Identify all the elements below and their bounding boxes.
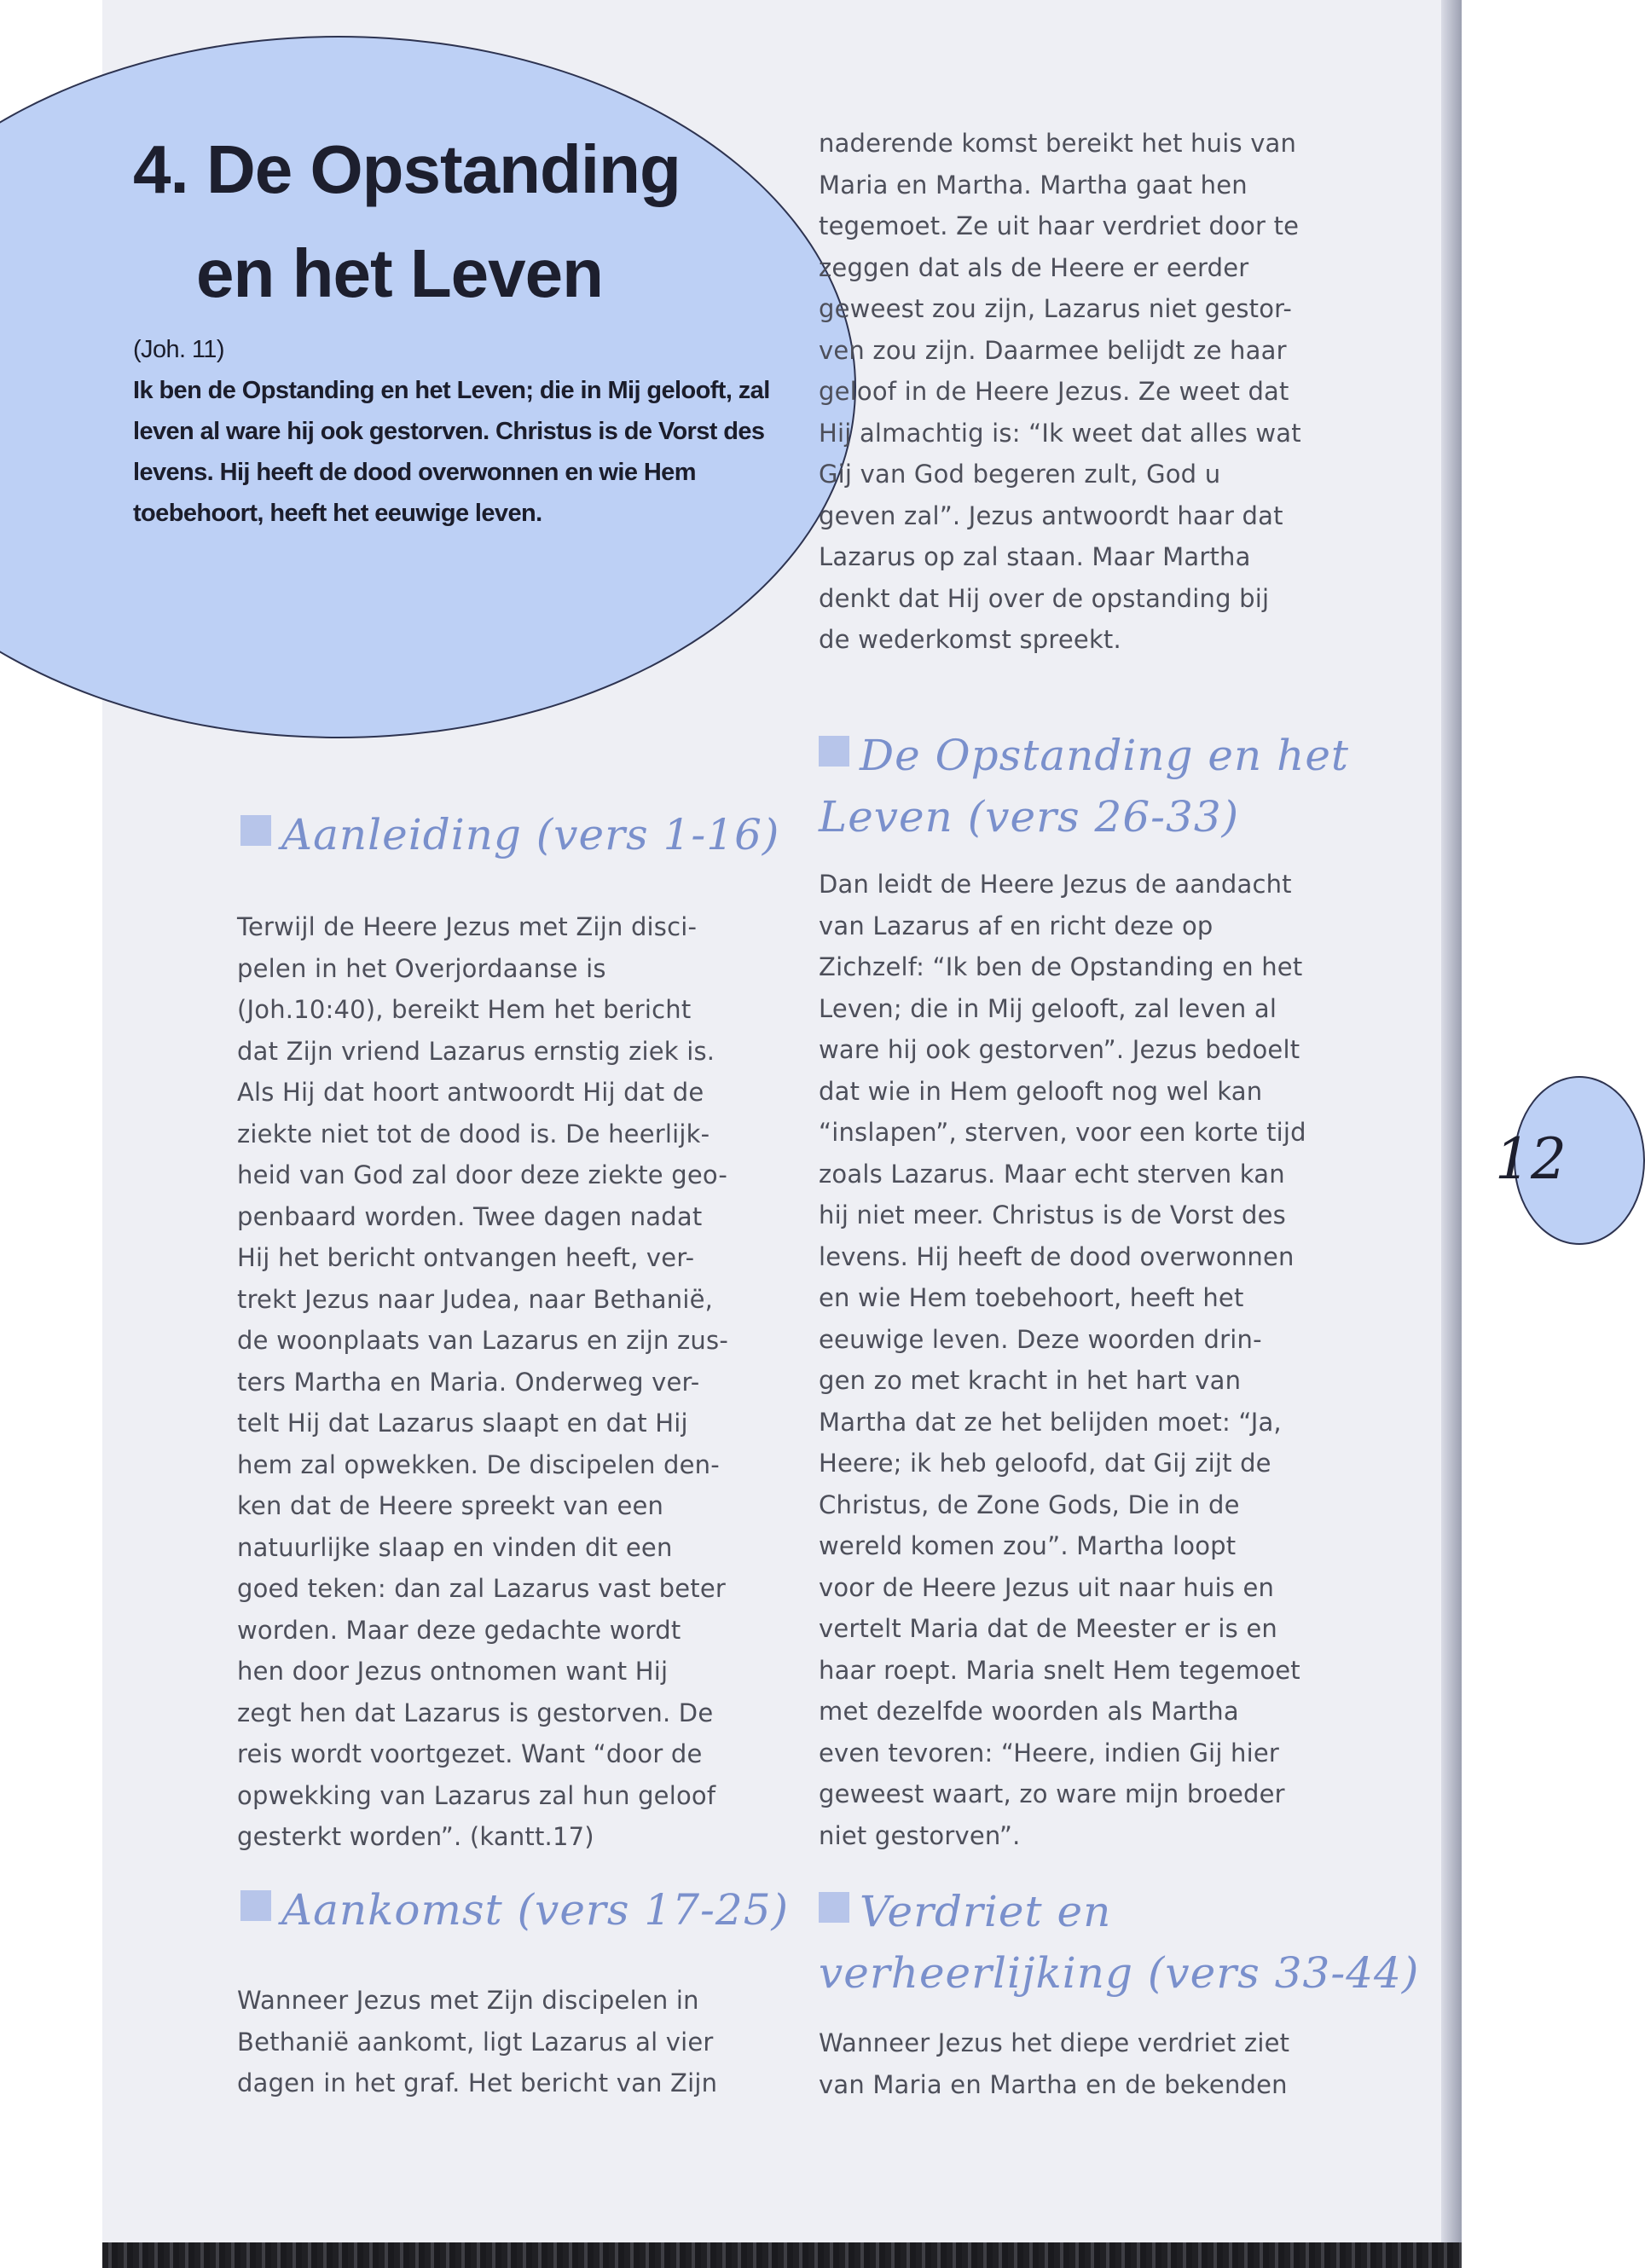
bible-reference: (Joh. 11) xyxy=(133,336,224,363)
section-heading-aanleiding: Aanleiding (vers 1-16) xyxy=(240,804,779,865)
heading-square-icon xyxy=(819,736,849,767)
chapter-title-line2: en het Leven xyxy=(196,235,604,311)
chapter-title xyxy=(133,118,681,326)
key-verse: Ik ben de Opstanding en het Leven; die in Mij gelooft, zal leven al ware hij ook gestorven. Christus is de Vorst des levens. Hij heeft de dood overwonnen en wie Hem toebehoort, heeft het eeuwige leven. xyxy=(133,377,770,527)
heading-square-icon xyxy=(240,815,271,846)
section-text-opstanding: Dan leidt de Heere Jezus de aandacht van Lazarus af en richt deze op Zichzelf: “Ik ben de Opstanding en het Leven; die in Mij gelooft, zal leven al ware hij ook gestorven”. Jezus bedoelt dat wie in Hem gelooft nog wel kan “inslapen”, sterven, voor een korte tijd zoals Lazarus. Maar echt sterven kan hij niet meer. Christus is de Vorst des levens. Hij heeft de dood overwonnen en wie Hem toebehoort, heeft het eeuwige leven. Deze woorden drin- gen zo met kracht in het hart van Martha dat ze het belijden moet: “Ja, Heere; ik heb geloofd, dat Gij zijt de Christus, de Zone Gods, Die in de wereld komen zou”. Martha loopt voor de Heere Jezus uit naar huis en vertelt Maria dat de Meester er is en haar roept. Maria snelt Hem tegemoet met dezelfde woorden als Martha even tevoren: “Heere, indien Gij hier geweest waart, zo ware mijn broeder niet gestorven”. xyxy=(819,870,1306,1850)
book-bottom-edge xyxy=(102,2242,1462,2268)
heading-square-icon xyxy=(819,1892,849,1923)
page-number: 12 xyxy=(1495,1126,1567,1192)
heading-square-icon xyxy=(240,1890,271,1921)
section-heading-aankomst: Aankomst (vers 17-25) xyxy=(240,1879,789,1941)
book-page xyxy=(102,0,1567,2268)
section-text-aanleiding: Terwijl de Heere Jezus met Zijn disci- pelen in het Overjordaanse is (Joh.10:40), bereikt Hem het bericht dat Zijn vriend Lazarus ernstig ziek is. Als Hij dat hoort antwoordt Hij dat de ziekte niet tot de dood is. De heerlijk- heid van God zal door deze ziekte geo- penbaard worden. Twee dagen nadat Hij het bericht ontvangen heeft, ver- trekt Jezus naar Judea, naar Bethanië, de woonplaats van Lazarus en zijn zus- ters Martha en Maria. Onderweg ver- telt Hij dat Lazarus slaapt en dat Hij hem zal opwekken. De discipelen den- ken dat de Heere spreekt van een natuurlijke slaap en vinden dit een goed teken: dan zal Lazarus vast beter worden. Maar deze gedachte wordt hen door Jezus ontnomen want Hij zegt hen dat Lazarus is gestorven. De reis wordt voortgezet. Want “door de opwekking van Lazarus zal hun geloof gesterkt worden”. (kantt.17) xyxy=(237,912,728,1851)
chapter-title-line1: 4. De Opstanding xyxy=(133,131,681,207)
section-heading-verdriet: Verdriet en verheerlijking (vers 33-44) xyxy=(819,1887,1420,1998)
section-text-verdriet: Wanneer Jezus het diepe verdriet ziet van Maria en Martha en de bekenden xyxy=(819,2028,1290,2099)
section-text-aankomst-continued: naderende komst bereikt het huis van Maria en Martha. Martha gaat hen tegemoet. Ze uit haar verdriet door te zeggen dat als de Heere er eerder geweest zou zijn, Lazarus niet gestor- ven zou zijn. Daarmee belijdt ze haar geloof in de Heere Jezus. Ze weet dat Hij almachtig is: “Ik weet dat alles wat Gij van God begeren zult, God u geven zal”. Jezus antwoordt haar dat Lazarus op zal staan. Maar Martha denkt dat Hij over de opstanding bij de wederkomst spreekt. xyxy=(819,129,1301,654)
section-heading-opstanding: De Opstanding en het Leven (vers 26-33) xyxy=(819,731,1350,842)
chapter-intro xyxy=(133,329,807,534)
book-page-edge xyxy=(1441,0,1462,2268)
section-text-aankomst: Wanneer Jezus met Zijn discipelen in Bethanië aankomt, ligt Lazarus al vier dagen in het graf. Het bericht van Zijn xyxy=(237,1986,718,2097)
